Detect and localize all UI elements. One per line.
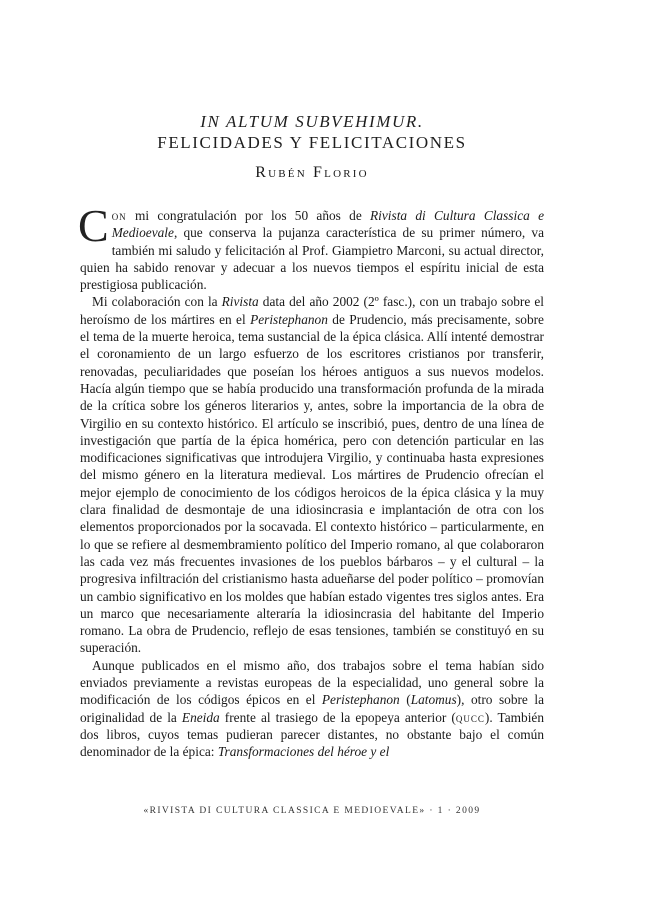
paragraph-2: Mi colaboración con la Rivista data del año 2002 (2º fasc.), con un trabajo sobre el heroísmo de los mártires en el Peristephanon de Prudencio, más precisamente, sobre el tema de la muerte heroica, tema sustancial de la épica clásica. Allí intenté demostrar el coronamiento de un largo esfuerzo de los escritores cristianos por transferir, renovadas, peculiaridades que poseían los héroes antiguos a sus nuevos modelos. Hacía algún tiempo que se había producido una transformación profunda de la mirada de la crítica sobre los géneros literarios y, antes, sobre la importancia de la obra de Virgilio en su contexto histórico. El artículo se inscribió, pues, dentro de una línea de investigación que partía de la épica homérica, pero con detención particular en las modificaciones significativas que introdujera Virgilio, y continuaba hasta expresiones del mismo género en la literatura medieval. Los mártires de Prudencio ofrecían el mejor ejemplo de conocimiento de los códigos heroicos de la épica clásica y la muy clara finalidad de desmontaje de una idiosincrasia e implantación de otra con los elementos proporcionados por la socavada. El contexto histórico – particularmente, en lo que se refiere al desmembramiento político del Imperio romano, al que colaboraron las cada vez más frecuentes invasiones de los pueblos bárbaros – y el cultural – la progresiva infiltración del cristianismo hasta adueñarse del poder político – promovían un cambio significativo en los moldes que habían estado vigentes tres siglos antes. Era un marco que necesariamente alteraría la idiosincrasia del habitante del Imperio romano. La obra de Prudencio, reflejo de esas tensiones, también se constituyó en su superación. <box>80 294 544 656</box>
paragraph-3: Aunque publicados en el mismo año, dos trabajos sobre el tema habían sido enviados previamente a revistas europeas de la especialidad, uno general sobre la modificación de los códigos épicos en el Peristephanon (Latomus), otro sobre la originalidad de la Eneida frente al trasiego de la epopeya anterior (qucc). También dos libros, cuyos temas pudieran parecer distantes, no obstante bajo el común denominador de la épica: Transformaciones del héroe y el <box>80 657 544 760</box>
article-body <box>78 200 544 761</box>
article-title-line-2: FELICIDADES Y FELICITACIONES <box>157 133 467 152</box>
paragraph-1: Con mi congratulación por los 50 años de Rivista di Cultura Classica e Medioevale, que conserva la pujanza característica de su primer número, va también mi saludo y felicitación al Prof. Giampietro Marconi, su actual director, quien ha sabido renovar y adecuar a los nuevos tiempos el espíritu inicial de esta prestigiosa publicación. <box>78 200 544 293</box>
article-title-line-1: IN ALTUM SUBVEHIMUR. <box>200 112 424 131</box>
author-name: Rubén Florio <box>255 164 369 181</box>
running-footer: «RIVISTA DI CULTURA CLASSICA E MEDIOEVALE» · 1 · 2009 <box>143 806 481 816</box>
drop-cap: C <box>78 200 109 251</box>
